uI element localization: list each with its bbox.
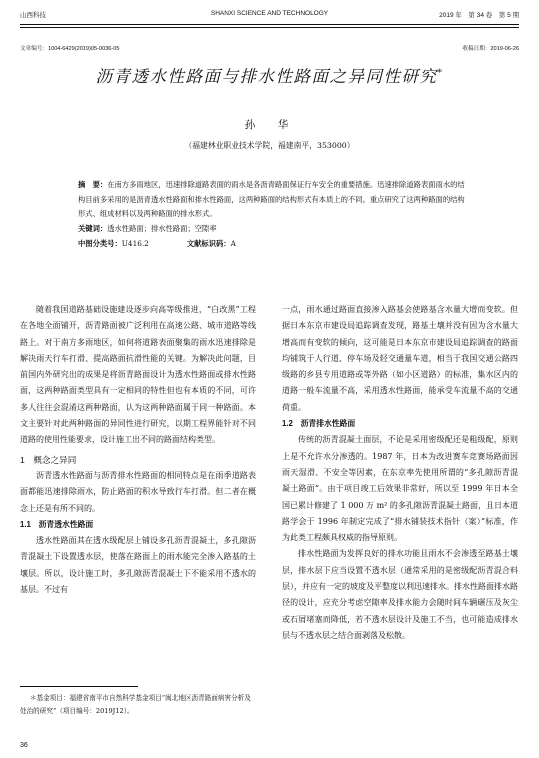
keywords-line (78, 222, 468, 237)
subsection-heading-1-2: 1.2 沥青排水性路面 (282, 419, 356, 429)
page-number: 36 (20, 742, 28, 749)
keywords-text: 透水性路面；排水性路面；空隙率 (107, 224, 217, 234)
subsection-1-2-paragraph-1: 传统的沥青混凝土面层，不论是采用密级配还是粗级配，原则上是不允许水分渗透的。1987 年，日本为改进赛车竞赛场路面因雨天湿滑、不安全等因素，在东京率先使用所谓的“多孔隙沥青混凝土路面”。由于项目竣工后效果非常好，所以至 1999 年日本全国已累计修建了 1 000 万 m² 的多孔隙沥青混凝土路面，且日本道路学会于 1996 年制定完成了“排水铺装技术指针（案）”标准，作为此类工程颇具权威的指导原则。 (282, 435, 518, 543)
footnote-rule (20, 686, 138, 687)
right-column (282, 302, 518, 644)
journal-name-en: SHANXI SCIENCE AND TECHNOLOGY (210, 10, 329, 17)
doc-code-label: 文献标识码： (186, 238, 231, 248)
subsection-1-2-paragraph-2: 排水性路面为发挥良好的排水功能且雨水不会渗透至路基土壤层，排水层下应当设置不透水层（通常采用的是密级配沥青混合料层），并应有一定的坡度及平整度以利迅速排水。排水性路面排水路径的设计，应充分考虑空隙率及排水能力会随时间车辆碾压及灰尘或石屑堵塞而降低，若不透水层设计及施工不当，也可能造成排水层与不透水层之结合面剥落及松散。 (282, 549, 518, 640)
subsection-1-1-paragraph: 透水性路面其在透水级配层上铺设多孔沥青混凝土，多孔隙沥青混凝土下设置透水层，使落在路面上的雨水能完全渗入路基的土壤层。所以，设计施工时，多孔隙沥青混凝土下不能采用不透水的基层。不过有 (20, 536, 256, 595)
section-heading-1: 1 概念之异同 (20, 454, 77, 465)
article-number: 文章编号：1004-6429(2019)05-0036-05 (20, 46, 120, 52)
clc-value: U416.2 (121, 238, 149, 248)
doc-code-value: A (230, 238, 236, 248)
intro-paragraph: 随着我国道路基础设施建设逐步向高等级推进，“白改黑”工程在各地全面铺开，沥青路面被广泛利用在高速公路、城市道路等线路上。对于南方多雨地区，如何将道路表面聚集的雨水迅速排除是解决雨天行车打滑、提高路面抗滑性能的关键。为解决此问题，目前国内外研究出的成果是将沥青路面设计为透水性路面或排水性路面，这两种路面类型具有一定相同的特性但也有本质的不同，可许多人往往会混淆这两种路面，认为这两种路面属于同一种路面。本文主要针对此两种路面的异同性进行研究，以期工程界能针对不同道路的使用性能要求，设计施工出不同的路面结构类型。 (20, 305, 256, 445)
paper-title (20, 63, 519, 87)
header-rule (20, 24, 519, 25)
footnote-text: ＊基金项目：福建省南平市自然科学基金项目“闽北地区沥青路面病害分析及处治的研究”（项目编号：2019J12）。 (20, 694, 251, 715)
author-name: 孙 华 (244, 119, 295, 131)
title-footnote-mark: * (437, 68, 444, 79)
abstract-label: 摘 要： (78, 180, 108, 189)
author-affiliation: （福建林业职业技术学院，福建南平，353000） (184, 141, 355, 150)
paper-title-text: 沥青透水性路面与排水性路面之异同性研究 (95, 67, 438, 86)
header-rule-thin (20, 27, 519, 28)
continued-paragraph: 一点，雨水通过路面直接渗入路基会使路基含水量大增而变软。但据日本东京市建设局追踪调查发现，路基土壤并没有因为含水量大增高而有变软的倾向，这可能是日本东京市建设局追踪调查的路面均铺筑于人行道、停车场及轻交通量车道，相当于我国交通公路四级路的乡县专用道路或等外路（如小区道路）的标准，集水区内的道路一般车流量不高，采用透水性路面，能承受车流量不高的交通荷重。 (282, 305, 518, 412)
keywords-label: 关键词： (78, 224, 108, 234)
subsection-heading-1-1: 1.1 沥青透水性路面 (20, 519, 94, 529)
left-column (20, 302, 256, 598)
classification-line (78, 237, 468, 252)
clc-label: 中图分类号： (78, 238, 122, 248)
journal-name-cn: 山西科技 (20, 12, 46, 19)
issue-info: 2019 年 第 34 卷 第 5 期 (439, 12, 519, 19)
abstract-paragraph (78, 178, 468, 222)
footnote (20, 692, 256, 718)
section-1-paragraph: 沥青透水性路面与沥青排水性路面的相同特点是在雨季道路表面都能迅速排除雨水，防止路面的积水导致行车打滑。但二者在概念上还是有所不同的。 (20, 470, 256, 513)
abstract-block (78, 178, 468, 252)
abstract-text: 在南方多雨地区，迅速排除道路表面的雨水是各沥青路面保证行车安全的重要措施。迅速排除道路表面雨水的结构目前多采用的是沥青透水性路面和排水性路面，这两种路面的结构形式有本质上的不同。重点研究了这两种路面的结构形式、组成材料以及两种路面的排水形式。 (78, 180, 465, 219)
received-date: 收稿日期：2019-06-26 (462, 46, 519, 52)
